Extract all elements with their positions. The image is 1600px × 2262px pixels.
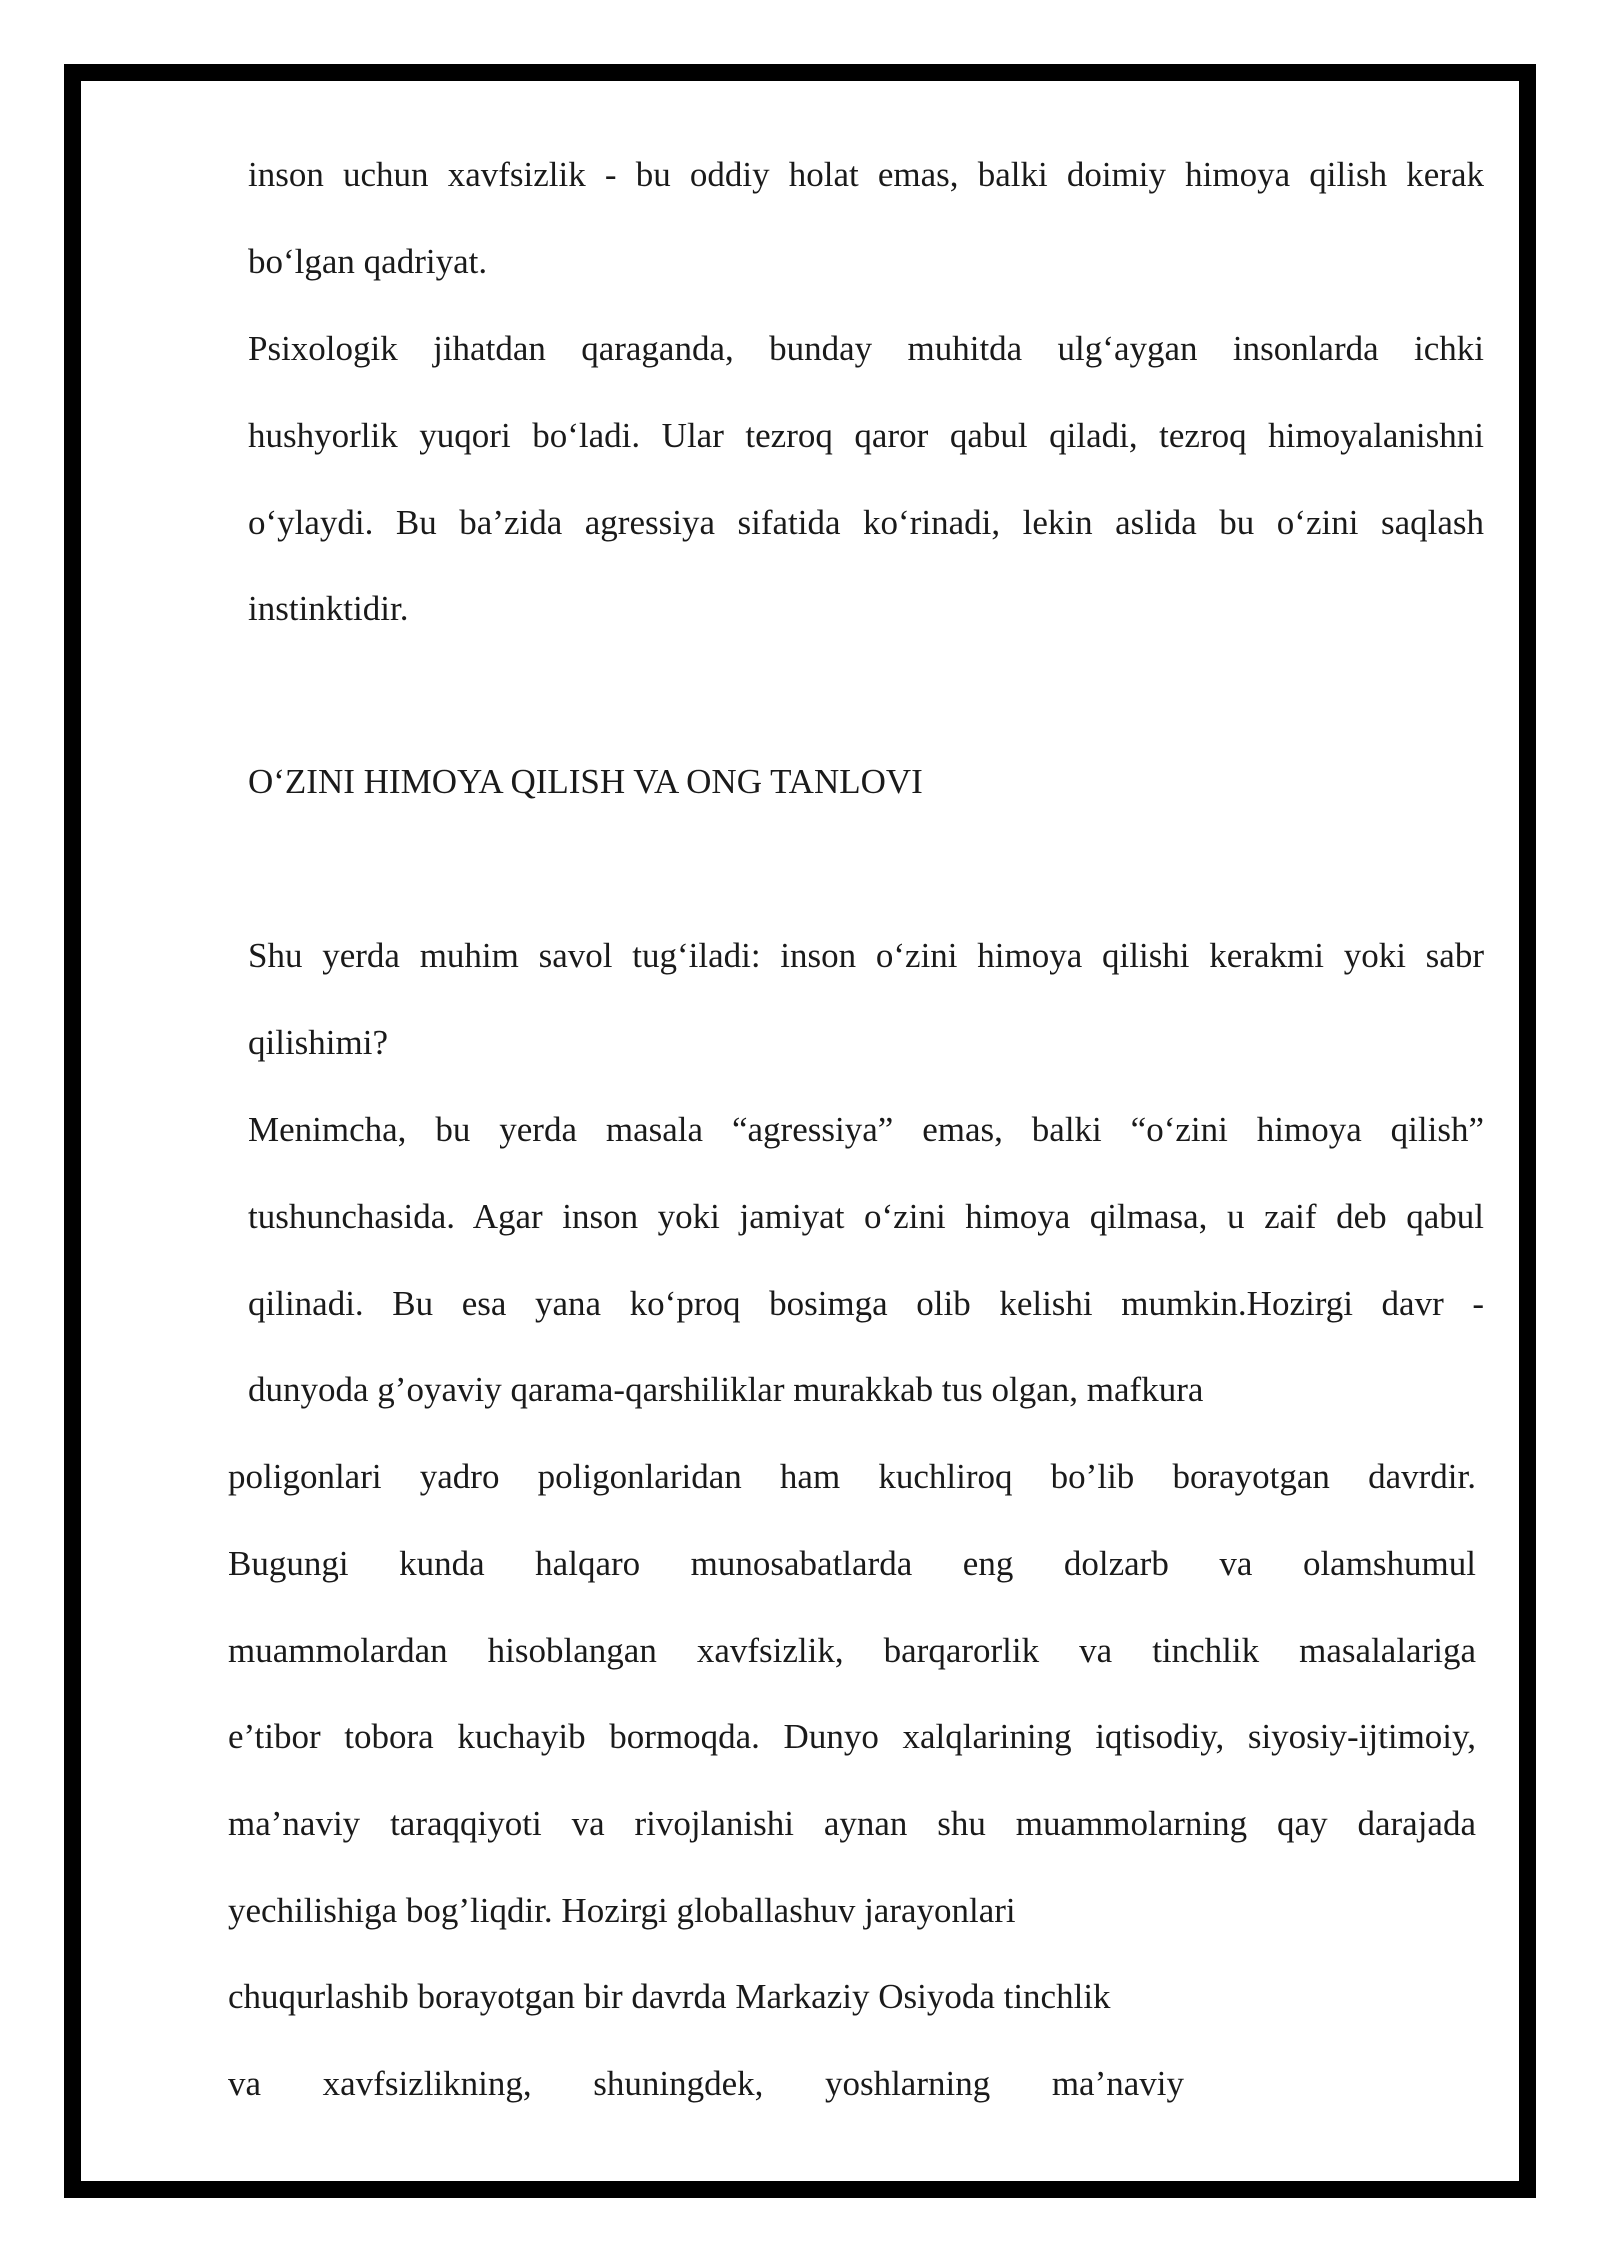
paragraph-4-line: qilinadi. Bu esa yana ko‘proq bosimga olib kelishi mumkin.Hozirgi davr -: [248, 1284, 1484, 1323]
paragraph-5-line: chuqurlashib borayotgan bir davrda Markaziy Osiyoda tinchlik: [228, 1977, 1111, 2016]
paragraph-1-line: inson uchun xavfsizlik - bu oddiy holat emas, balki doimiy himoya qilish kerak: [248, 155, 1484, 194]
paragraph-2-line: instinktidir.: [248, 589, 409, 628]
paragraph-2-line: Psixologik jihatdan qaraganda, bunday muhitda ulg‘aygan insonlarda ichki: [248, 329, 1484, 368]
paragraph-5-line: Bugungi kunda halqaro munosabatlarda eng dolzarb va olamshumul: [228, 1544, 1476, 1583]
paragraph-5-line: va xavfsizlikning, shuningdek, yoshlarning ma’naviy: [228, 2064, 1184, 2103]
section-heading: O‘ZINI HIMOYA QILISH VA ONG TANLOVI: [248, 762, 923, 801]
paragraph-4-line: Menimcha, bu yerda masala “agressiya” emas, balki “o‘zini himoya qilish”: [248, 1110, 1484, 1149]
paragraph-2-line: hushyorlik yuqori bo‘ladi. Ular tezroq qaror qabul qiladi, tezroq himoyalanishni: [248, 416, 1484, 455]
paragraph-4-line: dunyoda g’oyaviy qarama-qarshiliklar murakkab tus olgan, mafkura: [248, 1370, 1204, 1409]
paragraph-3-line: Shu yerda muhim savol tug‘iladi: inson o‘zini himoya qilishi kerakmi yoki sabr: [248, 936, 1484, 975]
paragraph-5-line: poligonlari yadro poligonlaridan ham kuchliroq bo’lib borayotgan davrdir.: [228, 1457, 1476, 1496]
paragraph-1-line: bo‘lgan qadriyat.: [248, 242, 488, 281]
paragraph-5-line: muammolardan hisoblangan xavfsizlik, barqarorlik va tinchlik masalalariga: [228, 1631, 1476, 1670]
paragraph-4-line: tushunchasida. Agar inson yoki jamiyat o‘zini himoya qilmasa, u zaif deb qabul: [248, 1197, 1484, 1236]
paragraph-5-line: yechilishiga bog’liqdir. Hozirgi globallashuv jarayonlari: [228, 1891, 1016, 1930]
paragraph-5-line: ma’naviy taraqqiyoti va rivojlanishi aynan shu muammolarning qay darajada: [228, 1804, 1476, 1843]
paragraph-5-line: e’tibor tobora kuchayib bormoqda. Dunyo xalqlarining iqtisodiy, siyosiy-ijtimoiy,: [228, 1717, 1476, 1756]
paragraph-2-line: o‘ylaydi. Bu ba’zida agressiya sifatida ko‘rinadi, lekin aslida bu o‘zini saqlash: [248, 503, 1484, 542]
paragraph-3-line: qilishimi?: [248, 1023, 388, 1062]
